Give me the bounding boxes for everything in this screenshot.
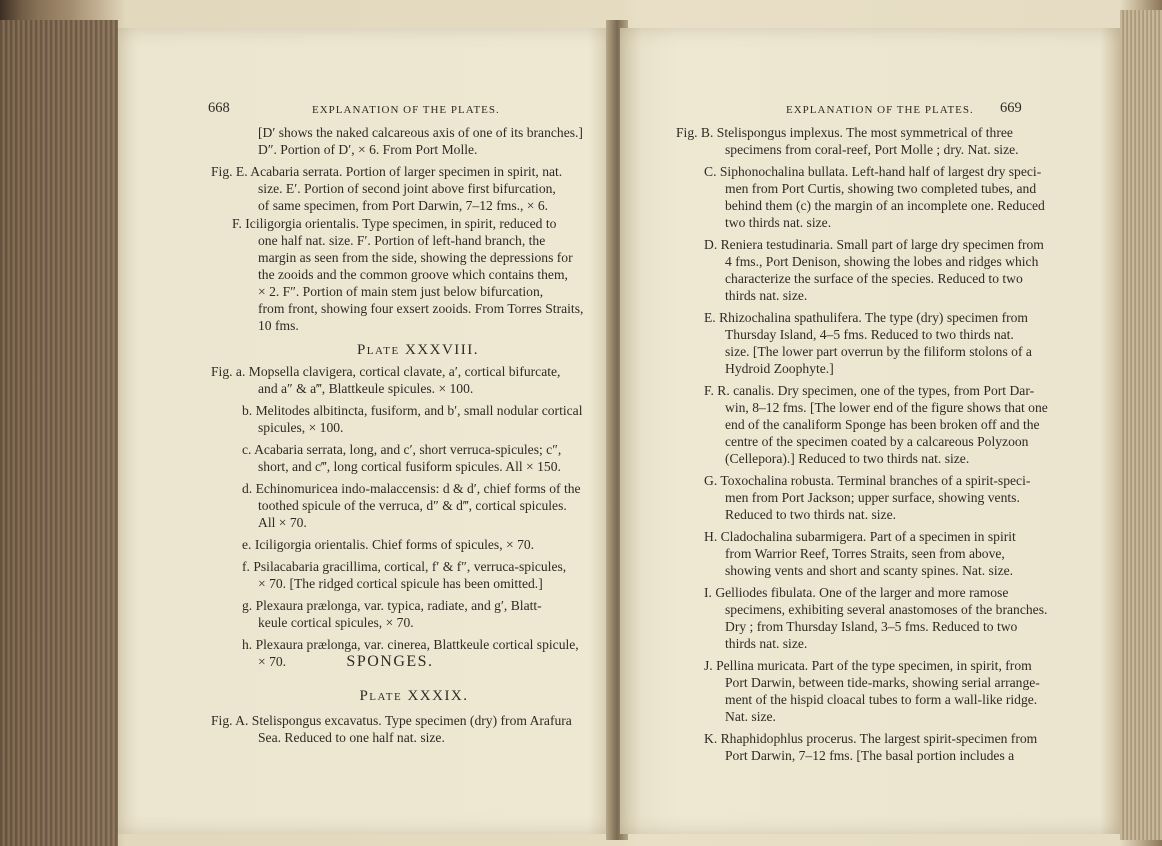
left-page-text-line: and a″ & a‴, Blattkeule spicules. × 100. — [258, 381, 474, 396]
right-page-text-line: thirds nat. size. — [725, 288, 808, 303]
left-page-text-line: Fig. A. Stelispongus excavatus. Type specimen (dry) from Arafura — [211, 713, 572, 728]
left-page-text-line: keule cortical spicules, × 70. — [258, 615, 414, 630]
right-page-text-line: Port Darwin, between tide-marks, showing serial arrange- — [725, 675, 1040, 690]
left-page-text-line: size. E′. Portion of second joint above first bifurcation, — [258, 181, 556, 196]
left-page-text-line: Sea. Reduced to one half nat. size. — [258, 730, 445, 745]
left-page-text-line: of same specimen, from Port Darwin, 7–12 fms., × 6. — [258, 198, 549, 213]
left-page-text-line: × 70. — [258, 654, 287, 669]
right-page-text-line: J. Pellina muricata. Part of the type specimen, in spirit, from — [704, 658, 1032, 673]
left-page-text-line: h. Plexaura prælonga, var. cinerea, Blattkeule cortical spicule, — [242, 637, 579, 652]
left-page-text-line: f. Psilacabaria gracillima, cortical, f′ & f″, verruca-spicules, — [242, 559, 567, 574]
right-page-text-line: two thirds nat. size. — [725, 215, 832, 230]
right-page-text-line: specimens from coral-reef, Port Molle ; dry. Nat. size. — [725, 142, 1019, 157]
section-heading-sponges: SPONGES. — [346, 653, 434, 670]
plate-heading-xxxix: Plate XXXIX. — [359, 688, 469, 704]
left-page-text-line: one half nat. size. F′. Portion of left-hand branch, the — [258, 233, 546, 248]
right-page-text-line: Thursday Island, 4–5 fms. Reduced to two thirds nat. — [725, 327, 1014, 342]
plate-heading-xxxviii: Plate XXXVIII. — [356, 342, 480, 358]
left-page-text-line: × 2. F″. Portion of main stem just below bifurcation, — [258, 284, 544, 299]
right-page-text-line: end of the canaliform Sponge has been broken off and the — [725, 417, 1040, 432]
right-page-text-line: Port Darwin, 7–12 fms. [The basal portion includes a — [725, 748, 1015, 763]
right-page-text-line: Reduced to two thirds nat. size. — [725, 507, 897, 522]
right-page-text-line: thirds nat. size. — [725, 636, 808, 651]
left-page-edges — [0, 20, 118, 846]
right-page-text-line: D. Reniera testudinaria. Small part of large dry specimen from — [704, 237, 1044, 252]
right-page-text-line: F. R. canalis. Dry specimen, one of the types, from Port Dar- — [704, 383, 1035, 398]
left-page-number: 668 — [208, 100, 230, 116]
left-page-text-line: 10 fms. — [258, 318, 299, 333]
left-page-text-line: e. Iciligorgia orientalis. Chief forms of spicules, × 70. — [242, 537, 535, 552]
right-page-text-line: C. Siphonochalina bullata. Left-hand half of largest dry speci- — [704, 164, 1042, 179]
left-page-text-line: spicules, × 100. — [258, 420, 344, 435]
left-page-text-line: Fig. a. Mopsella clavigera, cortical clavate, a′, cortical bifurcate, — [211, 364, 561, 379]
right-page-text-line: Fig. B. Stelispongus implexus. The most symmetrical of three — [676, 125, 1013, 140]
left-page-text-line: c. Acabaria serrata, long, and c′, short verruca-spicules; c″, — [242, 442, 562, 457]
right-page-text-line: 4 fms., Port Denison, showing the lobes and ridges which — [725, 254, 1039, 269]
left-page-text-line: All × 70. — [258, 515, 307, 530]
left-page-text-line: from front, showing four exsert zooids. From Torres Straits, — [258, 301, 584, 316]
right-page-edges — [1120, 10, 1162, 840]
right-page-text-line: centre of the specimen coated by a calcareous Polyzoon — [725, 434, 1029, 449]
left-page-text-line: Fig. E. Acabaria serrata. Portion of larger specimen in spirit, nat. — [211, 164, 563, 179]
left-page-text-line: F. Iciligorgia orientalis. Type specimen, in spirit, reduced to — [232, 216, 557, 231]
left-page-text-line: b. Melitodes albitincta, fusiform, and b′, small nodular cortical — [242, 403, 583, 418]
right-page-text-line: Hydroid Zoophyte.] — [725, 361, 834, 376]
left-page-text-line: short, and c‴, long cortical fusiform spicules. All × 150. — [258, 459, 561, 474]
left-page-text-line: toothed spicule of the verruca, d″ & d‴, cortical spicules. — [258, 498, 567, 513]
right-page-text-line: G. Toxochalina robusta. Terminal branches of a spirit-speci- — [704, 473, 1031, 488]
left-page-text-line: × 70. [The ridged cortical spicule has been omitted.] — [258, 576, 543, 591]
left-running-header: EXPLANATION OF THE PLATES. — [312, 104, 500, 116]
right-page-text-line: H. Cladochalina subarmigera. Part of a specimen in spirit — [704, 529, 1016, 544]
right-page-text-line: from Warrior Reef, Torres Straits, seen from above, — [725, 546, 1005, 561]
left-page-text-line: d. Echinomuricea indo-malaccensis: d & d′, chief forms of the — [242, 481, 581, 496]
right-page-text-line: win, 8–12 fms. [The lower end of the figure shows that one — [725, 400, 1048, 415]
right-page-text-line: Nat. size. — [725, 709, 776, 724]
right-page-text-line: ment of the hispid cloacal tubes to form a wall-like ridge. — [725, 692, 1038, 707]
right-page-number: 669 — [1000, 100, 1022, 116]
right-page-text-line: Dry ; from Thursday Island, 3–5 fms. Reduced to two — [725, 619, 1018, 634]
right-page-text-line: behind them (c) the margin of an incomplete one. Reduced — [725, 198, 1045, 213]
left-page-text-line: margin as seen from the side, showing the depressions for — [258, 250, 573, 265]
right-page-text-line: men from Port Jackson; upper surface, showing vents. — [725, 490, 1020, 505]
right-page-text-line: (Cellepora).] Reduced to two thirds nat. size. — [725, 451, 970, 466]
right-page-text-line: showing vents and short and scanty spines. Nat. size. — [725, 563, 1014, 578]
right-page-text-line: K. Rhaphidophlus procerus. The largest spirit-specimen from — [704, 731, 1038, 746]
right-page-text-line: size. [The lower part overrun by the filiform stolons of a — [725, 344, 1032, 359]
right-page-text-line: I. Gelliodes fibulata. One of the larger and more ramose — [704, 585, 1009, 600]
left-page-text-line: the zooids and the common groove which contains them, — [258, 267, 568, 282]
right-running-header: EXPLANATION OF THE PLATES. — [786, 104, 974, 116]
right-page-text-line: men from Port Curtis, showing two completed tubes, and — [725, 181, 1037, 196]
right-page-text-line: characterize the surface of the species. Reduced to two — [725, 271, 1023, 286]
right-page-text-line: specimens, exhibiting several anastomoses of the branches. — [725, 602, 1048, 617]
left-page-text-line: D″. Portion of D′, × 6. From Port Molle. — [258, 142, 478, 157]
left-page-text-line: [D′ shows the naked calcareous axis of one of its branches.] — [258, 125, 583, 140]
left-page-text-line: g. Plexaura prælonga, var. typica, radiate, and g′, Blatt- — [242, 598, 542, 613]
right-page-text-line: E. Rhizochalina spathulifera. The type (dry) specimen from — [704, 310, 1028, 325]
